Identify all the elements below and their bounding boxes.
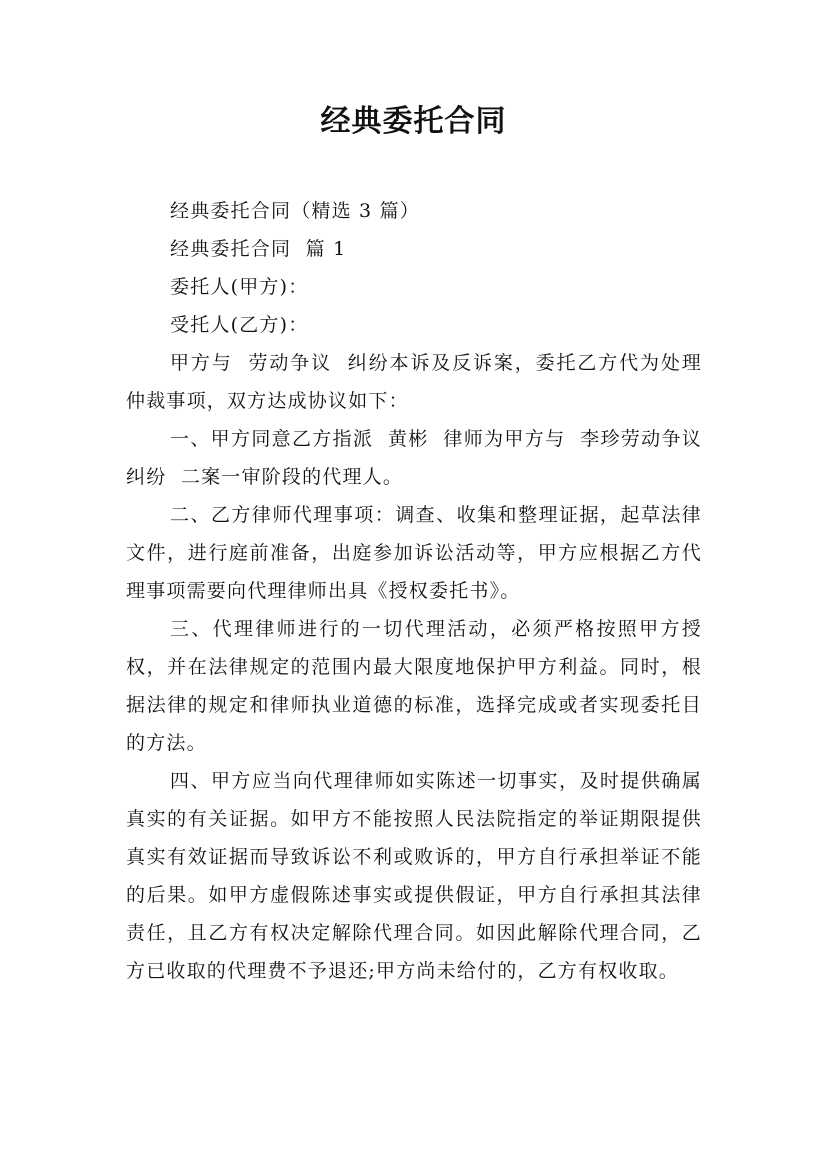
section-heading: 经典委托合同 篇 1 [170,238,347,260]
intro-paragraph: 甲方与 劳动争议 纠纷本诉及反诉案，委托乙方代为处理仲裁事项，双方达成协议如下： [126,352,702,412]
clause-2: 二、乙方律师代理事项：调查、收集和整理证据，起草法律文件，进行庭前准备，出庭参加诉讼活动等，甲方应根据乙方代理事项需要向代理律师出具《授权委托书》。 [126,504,702,602]
document-body [126,192,702,990]
clause-4: 四、甲方应当向代理律师如实陈述一切事实，及时提供确属真实的有关证据。如甲方不能按照人民法院指定的举证期限提供真实有效证据而导致诉讼不利或败诉的，甲方自行承担举证不能的后果。如甲方虚假陈述事实或提供假证，甲方自行承担其法律责任，且乙方有权决定解除代理合同。如因此解除代理合同，乙方已收取的代理费不予退还;甲方尚未给付的，乙方有权收取。 [126,770,702,982]
subtitle-paragraph: 经典委托合同（精选 3 篇） [170,200,420,222]
clause-3: 三、代理律师进行的一切代理活动，必须严格按照甲方授权，并在法律规定的范围内最大限度地保护甲方利益。同时，根据法律的规定和律师执业道德的标准，选择完成或者实现委托目的方法。 [126,618,702,754]
party-b-line: 受托人(乙方)： [170,314,309,336]
party-a-line: 委托人(甲方)： [170,276,309,298]
document-title: 经典委托合同 [320,104,507,139]
clause-1: 一、甲方同意乙方指派 黄彬 律师为甲方与 李珍劳动争议纠纷 二案一审阶段的代理人。 [126,428,702,488]
